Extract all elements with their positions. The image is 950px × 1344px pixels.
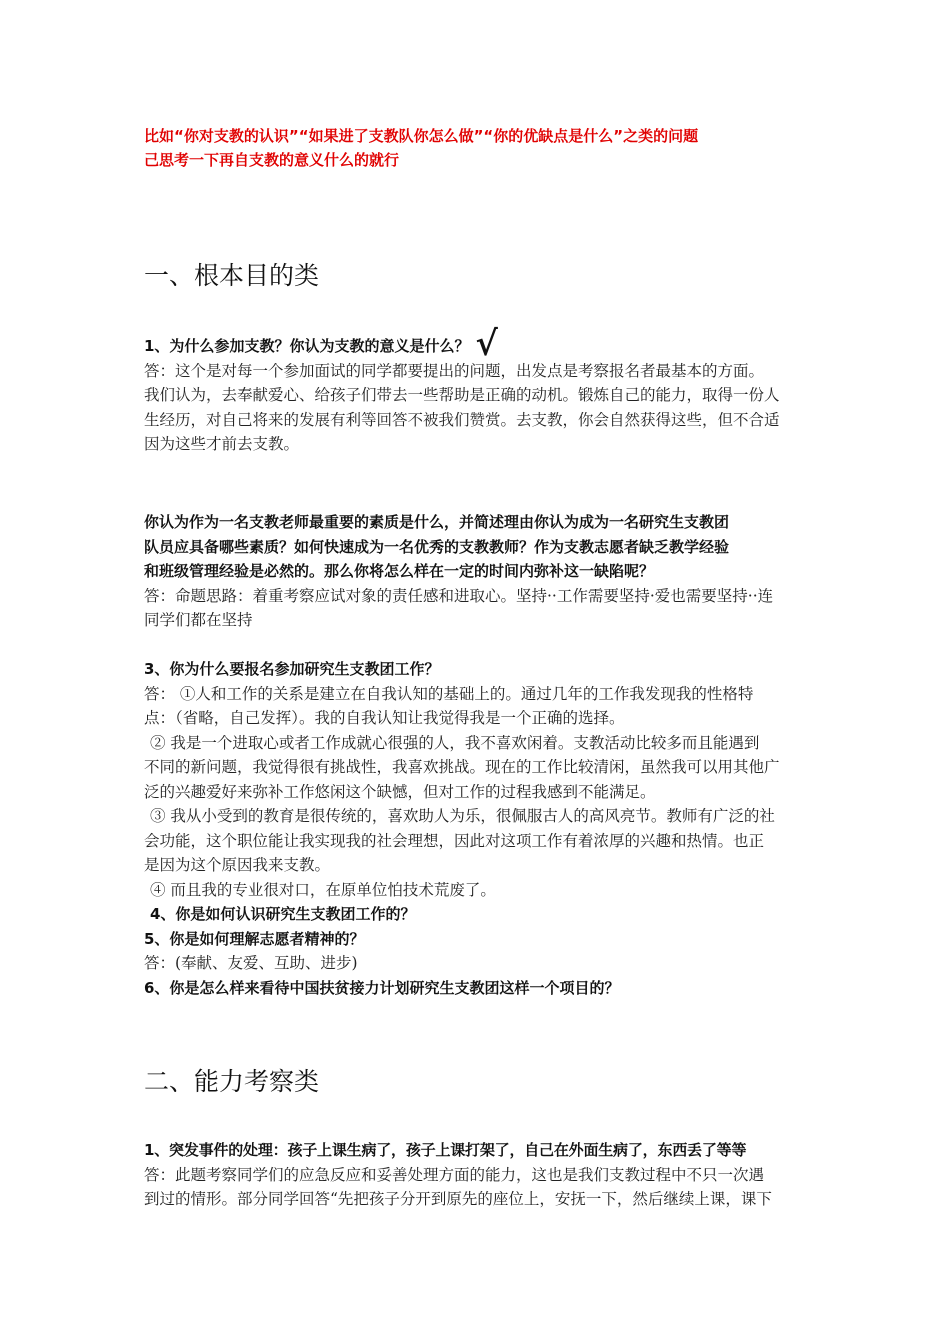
answer-1-line: 因为这些才前去支教。 [144, 435, 300, 453]
section-2-question-1: 1、突发事件的处理：孩子上课生病了，孩子上课打架了，自己在外面生病了，东西丢了等等 [144, 1141, 747, 1159]
question-6-title: 6、你是怎么样来看待中国扶贫接力计划研究生支教团这样一个项目的？ [144, 978, 620, 997]
section-2-title: 二、能力考察类 [144, 1067, 320, 1096]
intro-line-2: 己思考一下再自支教的意义什么的就行 [144, 151, 400, 169]
question-2-line: 队员应具备哪些素质？如何快速成为一名优秀的支教教师？作为支教志愿者缺乏教学经验 [144, 537, 730, 556]
question-1-title [144, 324, 824, 364]
question-2-block [144, 510, 824, 633]
answer-1-line: 生经历，对自己将来的发展有利等回答不被我们赞赏。去支教，你会自然获得这些，但不合适 [144, 410, 780, 429]
question-5-title: 5、你是如何理解志愿者精神的？ [144, 929, 365, 948]
answer-3-line: ④ 而且我的专业很对口，在原单位怕技术荒废了。 [150, 880, 496, 899]
question-1-text: 1、为什么参加支教？你认为支教的意义是什么？ [144, 337, 470, 355]
answer-3-line: 泛的兴趣爱好来弥补工作悠闲这个缺憾，但对工作的过程我感到不能满足。 [144, 782, 656, 801]
answer-3-line: 是因为这个原因我来支教。 [144, 856, 331, 874]
answer-3-line: ③ 我从小受到的教育是很传统的，喜欢助人为乐，很佩服古人的高风亮节。教师有广泛的社 [150, 807, 775, 825]
checkmark-icon: √ [475, 324, 498, 364]
section-2-answer-line: 到过的情形。部分同学回答“先把孩子分开到原先的座位上，安抚一下，然后继续上课，课下 [144, 1190, 772, 1208]
intro-note [144, 124, 844, 172]
answer-3-line: 答： ①人和工作的关系是建立在自我认知的基础上的。通过几年的工作我发现我的性格特 [144, 684, 754, 703]
question-2-line: 和班级管理经验是必然的。那么你将怎么样在一定的时间内弥补这一缺陷呢？ [144, 562, 655, 580]
question-4-title: 4、你是如何认识研究生支教团工作的？ [150, 905, 416, 923]
section-1-body [144, 324, 824, 457]
answer-5: 答：(奉献、友爱、互助、进步) [144, 954, 358, 972]
answer-2-line: 同学们都在坚持 [144, 611, 253, 629]
section-2-answer-line: 答：此题考察同学们的应急反应和妥善处理方面的能力，这也是我们支教过程中不只一次遇 [144, 1165, 765, 1184]
question-3-block [144, 657, 824, 1000]
answer-3-line: 不同的新问题，我觉得很有挑战性，我喜欢挑战。现在的工作比较清闲，虽然我可以用其他广 [144, 758, 780, 776]
answer-2-line: 答：命题思路：着重考察应试对象的责任感和进取心。坚持··工作需要坚持·爱也需要坚持··连 [144, 586, 774, 605]
answer-1-line: 我们认为，去奉献爱心、给孩子们带去一些帮助是正确的动机。锻炼自己的能力，取得一份人 [144, 386, 780, 404]
intro-line-1: 比如“你对支教的认识”“如果进了支教队你怎么做”“你的优缺点是什么”之类的问题 [144, 127, 699, 145]
answer-3-line: 会功能，这个职位能让我实现我的社会理想，因此对这项工作有着浓厚的兴趣和热情。也正 [144, 831, 765, 850]
question-2-line: 你认为作为一名支教老师最重要的素质是什么，并简述理由你认为成为一名研究生支教团 [144, 513, 730, 531]
answer-1-line: 答：这个是对每一个参加面试的同学都要提出的问题，出发点是考察报名者最基本的方面。 [144, 361, 765, 380]
question-3-title: 3、你为什么要报名参加研究生支教团工作？ [144, 660, 440, 678]
answer-3-line: 点：（省略，自己发挥）。我的自我认知让我觉得我是一个正确的选择。 [144, 709, 625, 727]
section-2-body [144, 1138, 824, 1212]
section-1-title: 一、根本目的类 [144, 261, 320, 290]
answer-3-line: ② 我是一个进取心或者工作成就心很强的人，我不喜欢闲着。支教活动比较多而且能遇到 [150, 733, 760, 752]
